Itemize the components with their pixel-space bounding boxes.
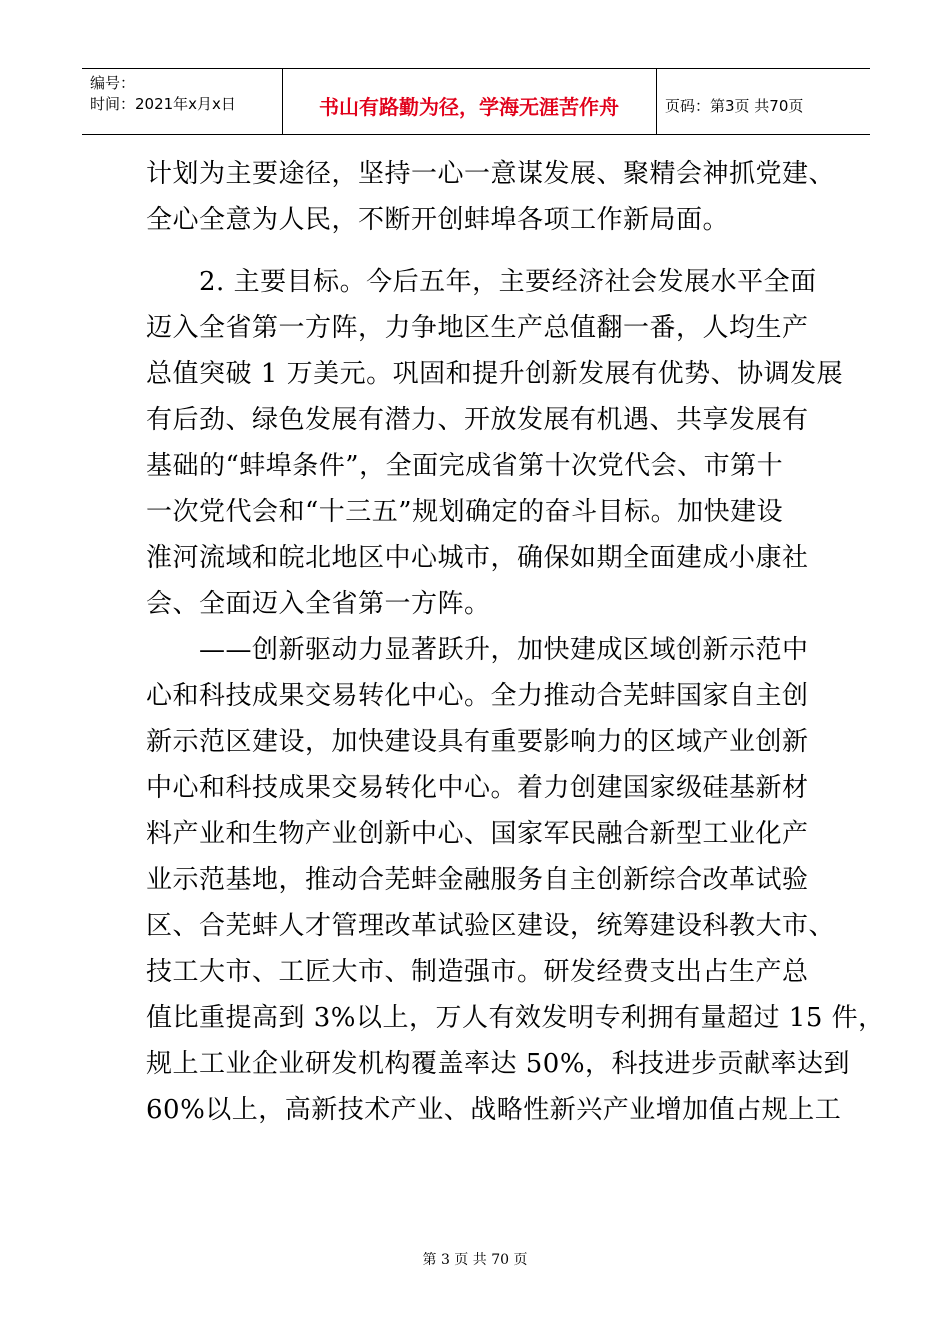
body-line: 技工大市、工匠大市、制造强市。研发经费支出占生产总	[146, 957, 809, 987]
header-bottom-rule	[82, 134, 870, 135]
body-line: 新示范区建设，加快建设具有重要影响力的区域产业创新	[146, 727, 809, 757]
body-line: 中心和科技成果交易转化中心。着力创建国家级硅基新材	[146, 773, 809, 803]
body-line: 值比重提高到 3%以上，万人有效发明专利拥有量超过 15 件，	[146, 1003, 885, 1033]
footer-page-number: 第 3 页 共 70 页	[422, 1252, 528, 1268]
document-body	[146, 151, 885, 1133]
body-line: 淮河流域和皖北地区中心城市，确保如期全面建成小康社	[146, 543, 809, 573]
header-motto: 书山有路勤为径，学海无涯苦作舟	[319, 95, 619, 119]
body-line: 基础的“蚌埠条件”，全面完成省第十次党代会、市第十	[146, 451, 784, 481]
header-top-rule	[82, 68, 870, 69]
body-line: 计划为主要途径，坚持一心一意谋发展、聚精会神抓党建、	[146, 159, 836, 189]
body-line: 全心全意为人民，不断开创蚌埠各项工作新局面。	[146, 205, 730, 235]
body-line: 业示范基地，推动合芜蚌金融服务自主创新综合改革试验	[146, 865, 809, 895]
body-line: 区、合芜蚌人才管理改革试验区建设，统筹建设科教大市、	[146, 911, 836, 941]
body-line: 规上工业企业研发机构覆盖率达 50%，科技进步贡献率达到	[146, 1049, 851, 1079]
body-line: 心和科技成果交易转化中心。全力推动合芜蚌国家自主创	[146, 681, 809, 711]
document-date-label: 时间：2021年x月x日	[90, 95, 236, 113]
header-page-info: 页码：第3页 共70页	[665, 97, 804, 115]
body-line: 有后劲、绿色发展有潜力、开放发展有机遇、共享发展有	[146, 405, 809, 435]
body-line: 2. 主要目标。今后五年，主要经济社会发展水平全面	[146, 267, 817, 297]
body-line: 一次党代会和“十三五”规划确定的奋斗目标。加快建设	[146, 497, 784, 527]
body-line: 料产业和生物产业创新中心、国家军民融合新型工业化产	[146, 819, 809, 849]
body-line: ——创新驱动力显著跃升，加快建成区域创新示范中	[146, 635, 809, 665]
document-number-label: 编号：	[90, 74, 136, 92]
body-line: 总值突破 1 万美元。巩固和提升创新发展有优势、协调发展	[146, 359, 844, 389]
body-line: 迈入全省第一方阵，力争地区生产总值翻一番，人均生产	[146, 313, 809, 343]
header-divider-right	[656, 68, 657, 134]
body-line: 会、全面迈入全省第一方阵。	[146, 589, 491, 619]
body-line: 60%以上，高新技术产业、战略性新兴产业增加值占规上工	[146, 1095, 842, 1125]
